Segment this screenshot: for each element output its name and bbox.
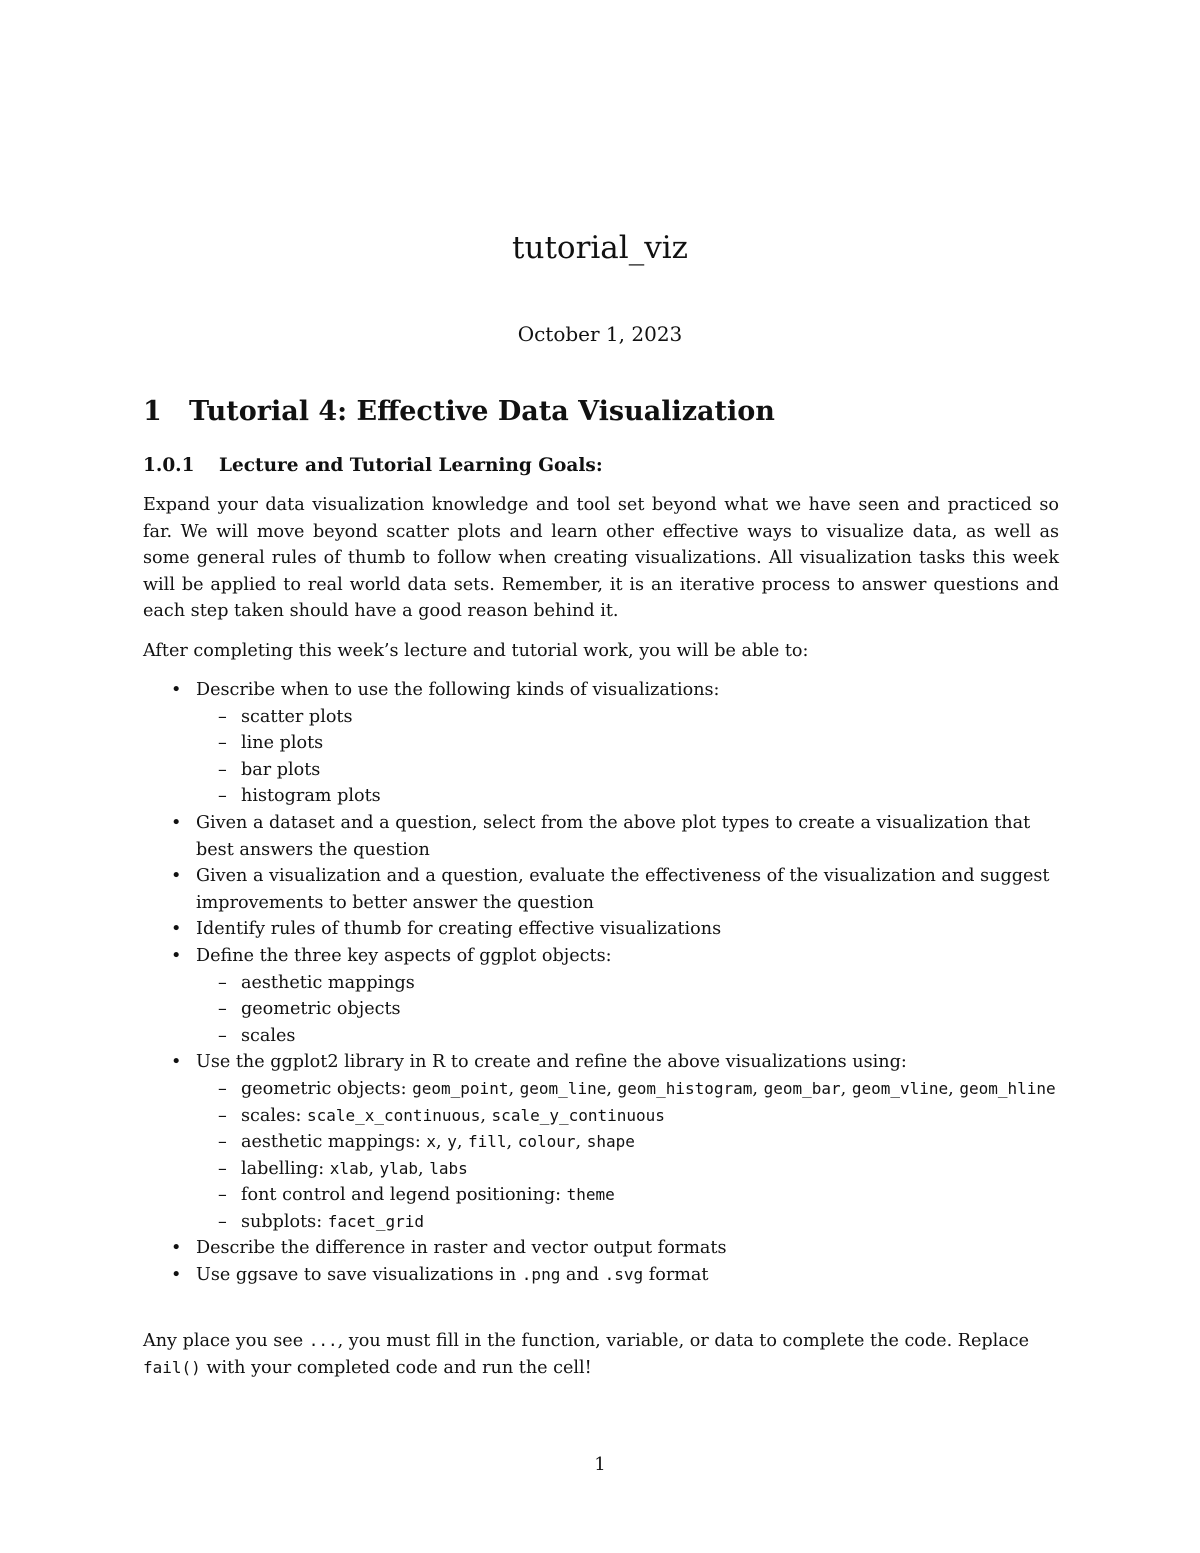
list-item: • Use the ggplot2 library in R to create and refine the above visualizations using: – geometric objects: geom_point, geom_line, geom_histogram, geom_bar, geom_vline, geom_hline – scales: scale_x_continuous, scale_y_continuous – aesthetic mappings: x, y, fill, colour, shape – labelling: xlab, ylab, labs – font control and legend positioning: theme – subplots: facet_grid [143,1049,1059,1235]
page-number: 1 [594,1454,606,1475]
subsection-number: 1.0.1 [143,455,195,476]
subsection-heading [143,455,603,476]
list-item: • Identify rules of thumb for creating effective visualizations [171,919,722,940]
list-item: • Given a visualization and a question, evaluate the effectiveness of the visualization and suggest improvements to better answer the question [171,866,1050,913]
list-item: • Use ggsave to save visualizations in .png and .svg format [171,1265,709,1286]
list-item: • Given a dataset and a question, select from the above plot types to create a visualization that best answers the question [171,812,1031,860]
sub-list-item: – font control and legend positioning: theme [218,1185,615,1206]
doc-title: tutorial_viz [512,230,688,266]
sub-list [196,1076,1059,1236]
sub-list [196,704,1059,810]
sub-list-item: – labelling: xlab, ylab, labs [218,1158,468,1179]
sub-list-item: – histogram plots [218,786,381,807]
instructions-paragraph: Any place you see ..., you must fill in the function, variable, or data to complete the code. Replace fail() with your completed code and run the cell! [143,1331,1030,1378]
sub-list-item: – subplots: facet_grid [218,1211,425,1232]
list-item: • Describe when to use the following kinds of visualizations: – scatter plots – line plots – bar plots – histogram plots [143,677,1059,810]
intro-paragraph: Expand your data visualization knowledge and tool set beyond what we have seen and practiced so far. We will move beyond scatter plots and learn other effective ways to visualize data, as well as some general rules of thumb to follow when creating visualizations. All visualization tasks this week will be applied to real world data sets. Remember, it is an iterative process to answer questions and each step taken should have a good reason behind it. [143,495,1059,622]
sub-list-item: – geometric objects [218,999,401,1020]
sub-list-item: – scatter plots [218,706,353,727]
sub-list-item: – aesthetic mappings: x, y, fill, colour, shape [218,1132,635,1153]
sub-list-item: – aesthetic mappings [218,972,415,993]
sub-list-item: – geometric objects: geom_point, geom_line, geom_histogram, geom_bar, geom_vline, geom_hline [218,1078,1056,1099]
list-item: • Define the three key aspects of ggplot objects: – aesthetic mappings – geometric objects – scales [143,943,1059,1049]
doc-date: October 1, 2023 [517,322,683,346]
sub-list-item: – bar plots [218,759,321,780]
learning-goals-list [143,677,1059,1289]
list-item: • Describe the difference in raster and vector output formats [171,1238,727,1259]
sub-list-item: – scales: scale_x_continuous, scale_y_continuous [218,1105,665,1126]
section-number: 1 [143,396,162,427]
sub-list [196,970,1059,1050]
subsection-title: Lecture and Tutorial Learning Goals: [219,455,603,476]
sub-list-item: – scales [218,1025,296,1046]
section-heading [143,396,775,427]
sub-list-item: – line plots [218,733,324,754]
section-title: Tutorial 4: Effective Data Visualization [189,396,775,427]
goals-intro-paragraph: After completing this week’s lecture and tutorial work, you will be able to: [143,641,809,661]
